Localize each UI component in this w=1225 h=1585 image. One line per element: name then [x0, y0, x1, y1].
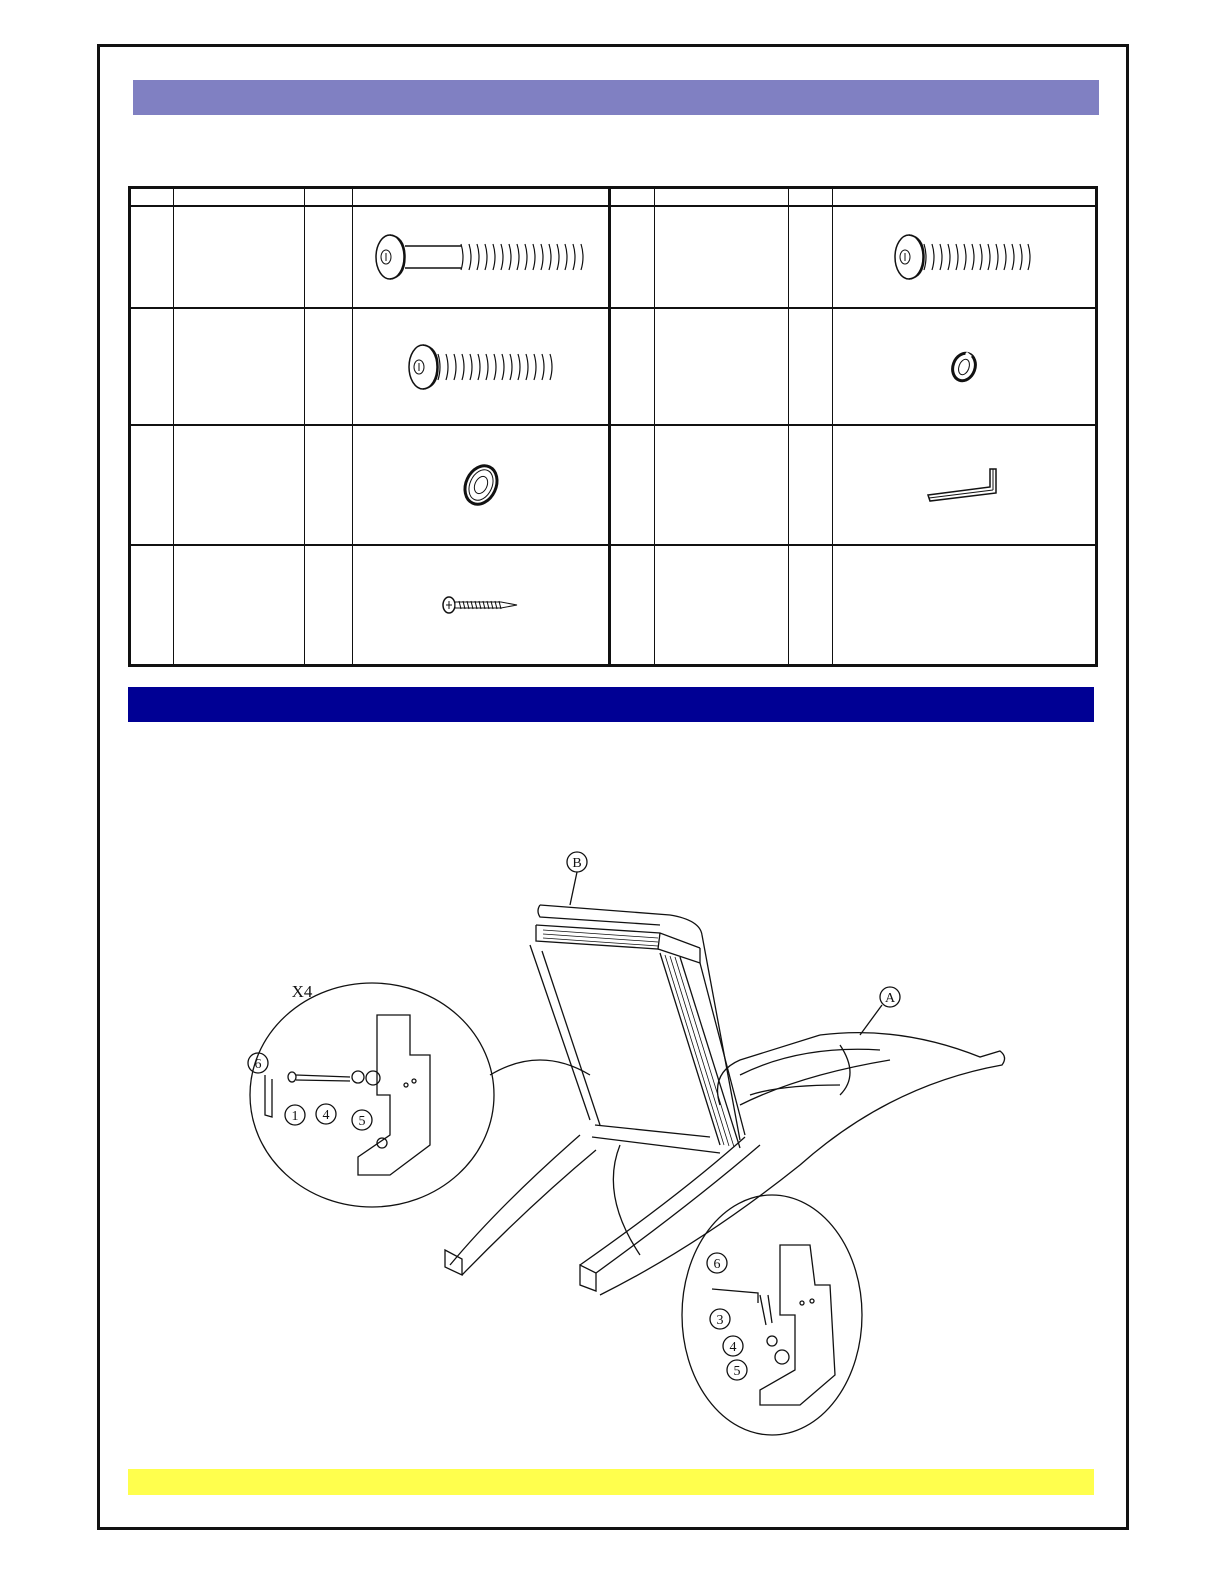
- part-number: [610, 308, 655, 425]
- col-header-image: [353, 188, 610, 207]
- part-name: [174, 545, 305, 666]
- part-number: [130, 206, 174, 308]
- part-number: [130, 425, 174, 545]
- callout-left-4: 4: [322, 1108, 330, 1123]
- table-row: [130, 545, 1097, 666]
- col-header-qty-right: [789, 188, 833, 207]
- table-row: [130, 425, 1097, 545]
- callout-right-6: 6: [713, 1257, 721, 1272]
- part-name: [655, 545, 789, 666]
- note-text: [128, 1474, 138, 1490]
- part-image: [833, 206, 1097, 308]
- part-name: [174, 206, 305, 308]
- part-qty: [305, 308, 353, 425]
- part-number: [610, 545, 655, 666]
- col-header-qty: [305, 188, 353, 207]
- lock-washer-icon: [944, 347, 984, 387]
- part-name: [655, 425, 789, 545]
- table-header-row: [130, 188, 1097, 207]
- parts-table: [128, 186, 1098, 667]
- part-qty: [305, 545, 353, 666]
- part-qty: [789, 425, 833, 545]
- short-hex-bolt-icon: [892, 232, 1037, 282]
- part-number: [610, 206, 655, 308]
- col-header-no-right: [610, 188, 655, 207]
- part-image: [833, 425, 1097, 545]
- part-image: [833, 308, 1097, 425]
- part-name: [174, 308, 305, 425]
- col-header-no: [130, 188, 174, 207]
- detail-circle-left: [250, 983, 494, 1207]
- part-image: [353, 545, 610, 666]
- col-header-image-right: [833, 188, 1097, 207]
- callout-right-5: 5: [733, 1364, 741, 1379]
- col-header-name-right: [655, 188, 789, 207]
- callout-right-3: 3: [716, 1313, 724, 1328]
- part-qty: [789, 308, 833, 425]
- medium-hex-bolt-icon: [406, 342, 556, 392]
- part-number: [610, 425, 655, 545]
- part-qty: [789, 206, 833, 308]
- part-image: [353, 206, 610, 308]
- table-row: [130, 206, 1097, 308]
- part-number: [130, 545, 174, 666]
- detail-right-hardware: [712, 1245, 835, 1405]
- part-name: [174, 425, 305, 545]
- part-image: [353, 308, 610, 425]
- hardware-section-header: [133, 80, 1099, 115]
- flat-washer-icon: [456, 460, 506, 510]
- part-number: [130, 308, 174, 425]
- table-row: [130, 308, 1097, 425]
- part-image: [353, 425, 610, 545]
- allen-key-icon: [924, 465, 1004, 505]
- col-header-name: [174, 188, 305, 207]
- callout-left-6: 6: [254, 1057, 262, 1072]
- callout-right-4: 4: [729, 1340, 737, 1355]
- note-banner: [128, 1469, 1094, 1495]
- part-image-empty: [833, 545, 1097, 666]
- callout-left-5: 5: [358, 1114, 366, 1129]
- label-seat-a: A: [884, 991, 896, 1006]
- part-name: [655, 308, 789, 425]
- callout-left-1: 1: [291, 1109, 299, 1124]
- label-back-b: B: [572, 856, 582, 871]
- detail-left-hardware: [265, 1015, 430, 1175]
- label-multiplier: X4: [291, 982, 313, 1001]
- assembly-diagram: [240, 845, 1040, 1445]
- chair-seat-frame: [445, 1033, 1005, 1295]
- part-name: [655, 206, 789, 308]
- part-qty: [305, 425, 353, 545]
- part-qty: [305, 206, 353, 308]
- hardware-section-title: [133, 89, 143, 105]
- wood-screw-icon: [441, 593, 521, 617]
- step-section-header: [128, 687, 1094, 722]
- step-section-title: [128, 696, 138, 712]
- part-qty: [789, 545, 833, 666]
- long-hex-bolt-icon: [373, 232, 588, 282]
- chair-back-frame: [530, 905, 745, 1153]
